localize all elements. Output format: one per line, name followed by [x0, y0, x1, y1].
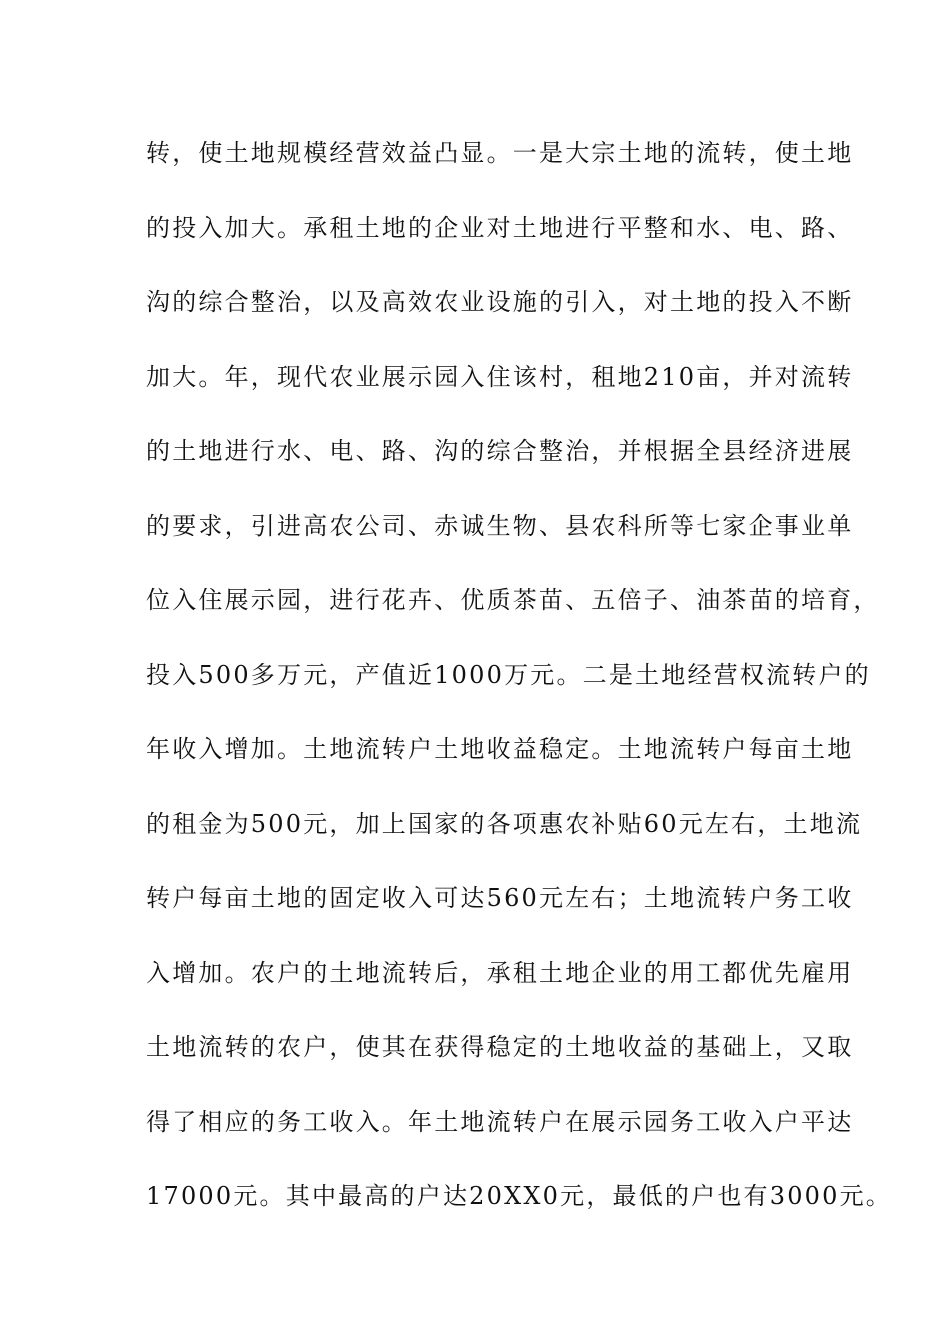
text-line: 的土地进行水、电、路、沟的综合整治，并根据全县经济进展 [146, 437, 854, 465]
text-line: 沟的综合整治，以及高效农业设施的引入，对土地的投入不断 [146, 288, 854, 316]
text-line: 位入住展示园，进行花卉、优质茶苗、五倍子、油茶苗的培育， [146, 586, 880, 614]
body-text [146, 133, 893, 1251]
text-line: 年收入增加。土地流转户土地收益稳定。土地流转户每亩土地 [146, 735, 854, 763]
text-line: 投入500多万元，产值近1000万元。二是土地经营权流转户的 [146, 660, 871, 689]
text-line: 的投入加大。承租土地的企业对土地进行平整和水、电、路、 [146, 213, 854, 242]
text-line: 的要求，引进高农公司、赤诚生物、县农科所等七家企事业单 [146, 511, 854, 540]
text-line: 土地流转的农户，使其在获得稳定的土地收益的基础上，又取 [146, 1033, 854, 1061]
text-line: 得了相应的务工收入。年土地流转户在展示园务工收入户平达 [146, 1107, 854, 1136]
text-line: 的租金为500元，加上国家的各项惠农补贴60元左右，土地流 [146, 809, 863, 838]
text-line: 17000元。其中最高的户达20XX0元，最低的户也有3000元。 [146, 1182, 893, 1210]
text-line: 入增加。农户的土地流转后，承租土地企业的用工都优先雇用 [146, 958, 854, 987]
text-line: 加大。年，现代农业展示园入住该村，租地210亩，并对流转 [146, 362, 854, 391]
text-line: 转，使土地规模经营效益凸显。一是大宗土地的流转，使土地 [146, 139, 854, 167]
text-line: 转户每亩土地的固定收入可达560元左右；土地流转户务工收 [146, 884, 854, 912]
